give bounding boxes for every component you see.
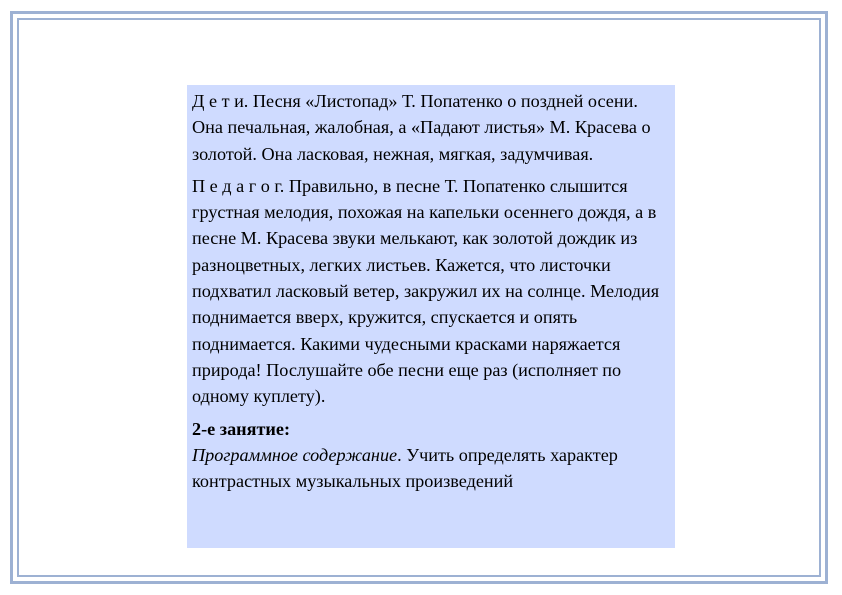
- program-label: Программное содержание: [192, 444, 398, 465]
- text-block: [187, 85, 675, 548]
- paragraph-program: [192, 442, 669, 495]
- speaker-children: Д е т и.: [192, 91, 249, 111]
- paragraph-children: [192, 88, 669, 167]
- paragraph-program-text: . Учить определять характер контрастных музыкальных произведений: [192, 444, 618, 492]
- speaker-teacher: П е д а г о г.: [192, 175, 285, 196]
- paragraph-teacher: [192, 173, 669, 410]
- paragraph-children-text: Песня «Листопад» Т. Попатенко о поздней осени. Она печальная, жалобная, а «Падают листья» М. Красева о золотой. Она ласковая, нежная, мягкая, задумчивая.: [192, 91, 651, 164]
- section-heading: 2-е занятие:: [192, 418, 291, 439]
- paragraph-teacher-text: Правильно, в песне Т. Попатенко слышится грустная мелодия, похожая на капельки осеннего дождя, а в песне М. Красева звуки мелькают, как золотой дождик из разноцветных, легких листьев. Кажется, что листочки подхватил ласковый ветер, закружил их на солнце. Мелодия поднимается вверх, кружится, спускается и опять поднимается. Какими чудесными красками наряжается природа! Послушайте обе песни еще раз (исполняет по одному куплету).: [192, 175, 660, 407]
